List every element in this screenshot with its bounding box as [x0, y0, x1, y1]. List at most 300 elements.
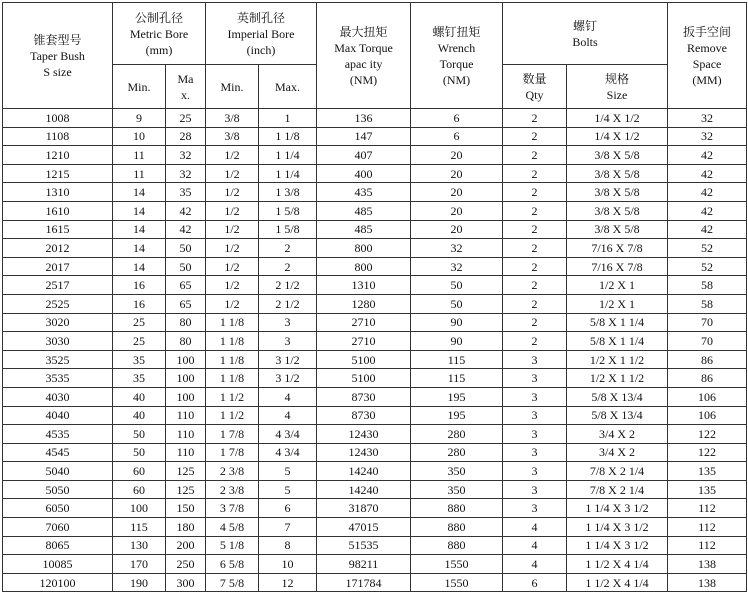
cell-imperial-max: 12	[259, 573, 317, 592]
cell-imperial-min: 1 1/8	[206, 313, 259, 332]
cell-bolts-qty: 4	[503, 536, 567, 555]
cell-metric-min: 35	[113, 369, 166, 388]
cell-bolts-qty: 2	[503, 257, 567, 276]
cell-bolts-size: 3/4 X 2	[567, 443, 668, 462]
cell-wrench-torque: 6	[411, 109, 503, 128]
cell-imperial-max: 4 3/4	[259, 443, 317, 462]
cell-wrench-torque: 90	[411, 313, 503, 332]
cell-wrench-torque: 880	[411, 499, 503, 518]
cell-metric-min: 40	[113, 387, 166, 406]
cell-remove-space: 112	[668, 499, 747, 518]
cell-imperial-max: 1 5/8	[259, 201, 317, 220]
table-row	[3, 332, 747, 351]
cell-metric-min: 14	[113, 239, 166, 258]
table-row	[3, 555, 747, 574]
cell-metric-max: 150	[166, 499, 206, 518]
cell-bolts-size: 3/8 X 5/8	[567, 201, 668, 220]
cell-bolts-qty: 3	[503, 462, 567, 481]
cell-bolts-qty: 2	[503, 220, 567, 239]
cell-imperial-max: 1 1/4	[259, 146, 317, 165]
cell-metric-min: 14	[113, 183, 166, 202]
header-imperial-min: Min.	[206, 65, 259, 109]
cell-metric-max: 65	[166, 276, 206, 295]
table-row	[3, 406, 747, 425]
cell-bolts-qty: 3	[503, 499, 567, 518]
cell-bolts-qty: 3	[503, 425, 567, 444]
cell-remove-space: 106	[668, 406, 747, 425]
cell-remove-space: 52	[668, 239, 747, 258]
cell-wrench-torque: 350	[411, 462, 503, 481]
cell-imperial-max: 1 5/8	[259, 220, 317, 239]
cell-remove-space: 42	[668, 201, 747, 220]
cell-max-torque: 12430	[317, 443, 411, 462]
cell-bolts-qty: 6	[503, 573, 567, 592]
cell-wrench-torque: 115	[411, 350, 503, 369]
cell-metric-max: 25	[166, 109, 206, 128]
cell-max-torque: 800	[317, 239, 411, 258]
cell-max-torque: 2710	[317, 332, 411, 351]
cell-metric-max: 32	[166, 164, 206, 183]
cell-max-torque: 485	[317, 220, 411, 239]
cell-remove-space: 106	[668, 387, 747, 406]
cell-max-torque: 5100	[317, 350, 411, 369]
cell-bolts-qty: 2	[503, 127, 567, 146]
cell-metric-min: 10	[113, 127, 166, 146]
cell-metric-min: 16	[113, 294, 166, 313]
cell-remove-space: 122	[668, 425, 747, 444]
cell-imperial-max: 10	[259, 555, 317, 574]
cell-size: 1610	[3, 201, 113, 220]
cell-size: 1008	[3, 109, 113, 128]
cell-bolts-size: 1/2 X 1 1/2	[567, 369, 668, 388]
table-row	[3, 499, 747, 518]
cell-size: 1210	[3, 146, 113, 165]
cell-imperial-max: 2	[259, 239, 317, 258]
cell-remove-space: 58	[668, 294, 747, 313]
cell-max-torque: 8730	[317, 387, 411, 406]
cell-wrench-torque: 195	[411, 406, 503, 425]
cell-max-torque: 98211	[317, 555, 411, 574]
cell-imperial-min: 5 1/8	[206, 536, 259, 555]
cell-bolts-size: 1/4 X 1/2	[567, 109, 668, 128]
cell-bolts-qty: 2	[503, 294, 567, 313]
cell-metric-max: 125	[166, 462, 206, 481]
cell-bolts-qty: 3	[503, 443, 567, 462]
cell-metric-max: 300	[166, 573, 206, 592]
cell-bolts-size: 3/8 X 5/8	[567, 146, 668, 165]
cell-size: 10085	[3, 555, 113, 574]
cell-remove-space: 135	[668, 462, 747, 481]
cell-max-torque: 47015	[317, 518, 411, 537]
cell-imperial-max: 1 1/8	[259, 127, 317, 146]
cell-imperial-min: 1/2	[206, 257, 259, 276]
cell-imperial-min: 1/2	[206, 146, 259, 165]
cell-remove-space: 135	[668, 480, 747, 499]
cell-wrench-torque: 880	[411, 518, 503, 537]
cell-bolts-size: 7/16 X 7/8	[567, 239, 668, 258]
table-row	[3, 480, 747, 499]
cell-imperial-min: 1 1/2	[206, 406, 259, 425]
table-row	[3, 109, 747, 128]
cell-max-torque: 435	[317, 183, 411, 202]
cell-imperial-min: 4 5/8	[206, 518, 259, 537]
cell-imperial-min: 1/2	[206, 239, 259, 258]
header-bolts: 螺钉 Bolts	[503, 3, 668, 65]
cell-remove-space: 42	[668, 183, 747, 202]
cell-bolts-qty: 2	[503, 239, 567, 258]
cell-metric-max: 80	[166, 313, 206, 332]
cell-size: 4535	[3, 425, 113, 444]
cell-imperial-max: 1 1/4	[259, 164, 317, 183]
cell-max-torque: 14240	[317, 462, 411, 481]
header-bolts-qty: 数量 Qty	[503, 65, 567, 109]
table-row	[3, 127, 747, 146]
cell-metric-min: 50	[113, 443, 166, 462]
cell-bolts-size: 7/8 X 2 1/4	[567, 480, 668, 499]
table-row	[3, 239, 747, 258]
cell-wrench-torque: 1550	[411, 555, 503, 574]
cell-bolts-size: 7/8 X 2 1/4	[567, 462, 668, 481]
cell-size: 1615	[3, 220, 113, 239]
cell-imperial-max: 1	[259, 109, 317, 128]
cell-imperial-min: 1 1/8	[206, 350, 259, 369]
cell-imperial-min: 1 7/8	[206, 425, 259, 444]
cell-wrench-torque: 20	[411, 146, 503, 165]
cell-remove-space: 42	[668, 220, 747, 239]
cell-imperial-max: 6	[259, 499, 317, 518]
table-row	[3, 313, 747, 332]
cell-remove-space: 138	[668, 555, 747, 574]
cell-size: 8065	[3, 536, 113, 555]
cell-bolts-size: 1/2 X 1	[567, 294, 668, 313]
cell-bolts-qty: 2	[503, 164, 567, 183]
cell-remove-space: 52	[668, 257, 747, 276]
cell-bolts-size: 7/16 X 7/8	[567, 257, 668, 276]
cell-bolts-size: 1 1/4 X 3 1/2	[567, 518, 668, 537]
cell-bolts-size: 1 1/4 X 3 1/2	[567, 536, 668, 555]
cell-bolts-size: 1/4 X 1/2	[567, 127, 668, 146]
cell-metric-max: 50	[166, 257, 206, 276]
cell-remove-space: 32	[668, 109, 747, 128]
cell-remove-space: 58	[668, 276, 747, 295]
cell-size: 1108	[3, 127, 113, 146]
cell-remove-space: 32	[668, 127, 747, 146]
header-imperial-max: Max.	[259, 65, 317, 109]
cell-imperial-max: 8	[259, 536, 317, 555]
cell-metric-min: 25	[113, 313, 166, 332]
cell-wrench-torque: 280	[411, 443, 503, 462]
cell-max-torque: 5100	[317, 369, 411, 388]
cell-bolts-size: 5/8 X 1 1/4	[567, 332, 668, 351]
cell-metric-min: 9	[113, 109, 166, 128]
cell-size: 2517	[3, 276, 113, 295]
cell-metric-max: 100	[166, 350, 206, 369]
cell-metric-min: 40	[113, 406, 166, 425]
cell-bolts-qty: 3	[503, 369, 567, 388]
cell-size: 3030	[3, 332, 113, 351]
cell-imperial-max: 1 3/8	[259, 183, 317, 202]
cell-metric-max: 100	[166, 387, 206, 406]
cell-wrench-torque: 115	[411, 369, 503, 388]
table-row	[3, 183, 747, 202]
cell-remove-space: 112	[668, 518, 747, 537]
cell-max-torque: 14240	[317, 480, 411, 499]
cell-imperial-min: 1/2	[206, 294, 259, 313]
cell-bolts-qty: 2	[503, 201, 567, 220]
cell-imperial-max: 2	[259, 257, 317, 276]
cell-metric-max: 125	[166, 480, 206, 499]
cell-size: 2012	[3, 239, 113, 258]
cell-metric-max: 28	[166, 127, 206, 146]
cell-max-torque: 800	[317, 257, 411, 276]
table-row	[3, 462, 747, 481]
table-row	[3, 425, 747, 444]
cell-size: 120100	[3, 573, 113, 592]
table-row	[3, 146, 747, 165]
cell-size: 4545	[3, 443, 113, 462]
cell-imperial-min: 1 1/8	[206, 369, 259, 388]
table-row	[3, 536, 747, 555]
cell-imperial-max: 4 3/4	[259, 425, 317, 444]
cell-size: 5040	[3, 462, 113, 481]
cell-bolts-size: 3/8 X 5/8	[567, 164, 668, 183]
cell-remove-space: 42	[668, 146, 747, 165]
cell-max-torque: 8730	[317, 406, 411, 425]
cell-metric-min: 14	[113, 220, 166, 239]
cell-wrench-torque: 32	[411, 239, 503, 258]
cell-bolts-qty: 4	[503, 555, 567, 574]
cell-imperial-min: 2 3/8	[206, 462, 259, 481]
cell-imperial-max: 4	[259, 406, 317, 425]
cell-wrench-torque: 6	[411, 127, 503, 146]
cell-max-torque: 51535	[317, 536, 411, 555]
cell-wrench-torque: 20	[411, 183, 503, 202]
cell-metric-min: 130	[113, 536, 166, 555]
cell-imperial-min: 1 1/8	[206, 332, 259, 351]
cell-max-torque: 136	[317, 109, 411, 128]
cell-max-torque: 12430	[317, 425, 411, 444]
cell-metric-min: 190	[113, 573, 166, 592]
cell-wrench-torque: 280	[411, 425, 503, 444]
cell-metric-max: 110	[166, 443, 206, 462]
cell-metric-max: 250	[166, 555, 206, 574]
cell-size: 3020	[3, 313, 113, 332]
cell-imperial-min: 1 7/8	[206, 443, 259, 462]
cell-size: 4040	[3, 406, 113, 425]
cell-wrench-torque: 20	[411, 201, 503, 220]
header-imperial-bore: 英制孔径 Imperial Bore (inch)	[206, 3, 317, 65]
cell-imperial-min: 1/2	[206, 201, 259, 220]
header-taper-bush-size: 锥套型号 Taper Bush S size	[3, 3, 113, 109]
cell-max-torque: 1280	[317, 294, 411, 313]
cell-imperial-max: 5	[259, 480, 317, 499]
cell-max-torque: 2710	[317, 313, 411, 332]
header-wrench-torque: 螺钉扭矩 Wrench Torque (NM)	[411, 3, 503, 109]
cell-bolts-qty: 4	[503, 518, 567, 537]
cell-imperial-min: 7 5/8	[206, 573, 259, 592]
cell-remove-space: 70	[668, 313, 747, 332]
table-row	[3, 220, 747, 239]
table-row	[3, 276, 747, 295]
cell-remove-space: 70	[668, 332, 747, 351]
cell-metric-max: 100	[166, 369, 206, 388]
cell-metric-max: 35	[166, 183, 206, 202]
cell-imperial-min: 1/2	[206, 164, 259, 183]
cell-metric-min: 170	[113, 555, 166, 574]
cell-metric-min: 115	[113, 518, 166, 537]
cell-wrench-torque: 880	[411, 536, 503, 555]
cell-imperial-max: 3 1/2	[259, 350, 317, 369]
cell-bolts-qty: 2	[503, 276, 567, 295]
cell-metric-max: 200	[166, 536, 206, 555]
table-row	[3, 350, 747, 369]
cell-remove-space: 112	[668, 536, 747, 555]
cell-wrench-torque: 90	[411, 332, 503, 351]
header-metric-max: Ma x.	[166, 65, 206, 109]
cell-bolts-qty: 3	[503, 406, 567, 425]
cell-metric-max: 42	[166, 220, 206, 239]
cell-bolts-qty: 2	[503, 109, 567, 128]
cell-imperial-max: 3	[259, 313, 317, 332]
cell-imperial-min: 3/8	[206, 109, 259, 128]
cell-bolts-qty: 3	[503, 387, 567, 406]
cell-bolts-qty: 2	[503, 313, 567, 332]
cell-imperial-max: 3 1/2	[259, 369, 317, 388]
cell-max-torque: 407	[317, 146, 411, 165]
cell-size: 7060	[3, 518, 113, 537]
cell-bolts-qty: 2	[503, 332, 567, 351]
cell-imperial-min: 2 3/8	[206, 480, 259, 499]
header-max-torque: 最大扭矩 Max Torque apac ity (NM)	[317, 3, 411, 109]
table-row	[3, 573, 747, 592]
cell-metric-min: 60	[113, 462, 166, 481]
cell-max-torque: 31870	[317, 499, 411, 518]
cell-size: 1310	[3, 183, 113, 202]
table-row	[3, 387, 747, 406]
cell-bolts-qty: 3	[503, 350, 567, 369]
cell-max-torque: 147	[317, 127, 411, 146]
cell-bolts-size: 5/8 X 13/4	[567, 406, 668, 425]
cell-metric-max: 42	[166, 201, 206, 220]
cell-bolts-size: 3/8 X 5/8	[567, 183, 668, 202]
cell-size: 1215	[3, 164, 113, 183]
header-bolts-size: 规格 Size	[567, 65, 668, 109]
table-row	[3, 443, 747, 462]
header-remove-space: 扳手空间 Remove Space (MM)	[668, 3, 747, 109]
cell-imperial-min: 3 7/8	[206, 499, 259, 518]
cell-size: 6050	[3, 499, 113, 518]
cell-remove-space: 86	[668, 350, 747, 369]
cell-imperial-max: 2 1/2	[259, 276, 317, 295]
cell-metric-min: 60	[113, 480, 166, 499]
cell-metric-max: 50	[166, 239, 206, 258]
cell-imperial-min: 1/2	[206, 220, 259, 239]
cell-max-torque: 485	[317, 201, 411, 220]
table-row	[3, 369, 747, 388]
cell-bolts-size: 1 1/2 X 4 1/4	[567, 555, 668, 574]
cell-wrench-torque: 1550	[411, 573, 503, 592]
cell-bolts-size: 1/2 X 1	[567, 276, 668, 295]
cell-imperial-min: 1/2	[206, 276, 259, 295]
cell-bolts-size: 5/8 X 13/4	[567, 387, 668, 406]
table-row	[3, 518, 747, 537]
cell-bolts-qty: 2	[503, 146, 567, 165]
table-row	[3, 294, 747, 313]
cell-metric-max: 80	[166, 332, 206, 351]
cell-remove-space: 42	[668, 164, 747, 183]
cell-max-torque: 171784	[317, 573, 411, 592]
cell-metric-min: 16	[113, 276, 166, 295]
cell-imperial-min: 3/8	[206, 127, 259, 146]
cell-metric-min: 14	[113, 257, 166, 276]
cell-size: 4030	[3, 387, 113, 406]
cell-metric-max: 110	[166, 425, 206, 444]
table-row	[3, 164, 747, 183]
cell-wrench-torque: 32	[411, 257, 503, 276]
taper-bush-spec-table	[2, 2, 747, 592]
cell-max-torque: 1310	[317, 276, 411, 295]
cell-wrench-torque: 50	[411, 276, 503, 295]
cell-wrench-torque: 20	[411, 220, 503, 239]
cell-size: 2525	[3, 294, 113, 313]
cell-bolts-size: 5/8 X 1 1/4	[567, 313, 668, 332]
cell-remove-space: 138	[668, 573, 747, 592]
table-row	[3, 257, 747, 276]
cell-bolts-size: 3/4 X 2	[567, 425, 668, 444]
cell-bolts-qty: 2	[503, 183, 567, 202]
cell-size: 2017	[3, 257, 113, 276]
cell-metric-min: 100	[113, 499, 166, 518]
header-metric-bore: 公制孔径 Metric Bore (mm)	[113, 3, 206, 65]
cell-imperial-max: 3	[259, 332, 317, 351]
cell-bolts-size: 3/8 X 5/8	[567, 220, 668, 239]
cell-wrench-torque: 195	[411, 387, 503, 406]
cell-imperial-min: 6 5/8	[206, 555, 259, 574]
cell-metric-min: 11	[113, 146, 166, 165]
cell-bolts-qty: 3	[503, 480, 567, 499]
table-body	[3, 109, 747, 592]
cell-size: 5050	[3, 480, 113, 499]
cell-metric-max: 110	[166, 406, 206, 425]
cell-remove-space: 86	[668, 369, 747, 388]
cell-bolts-size: 1/2 X 1 1/2	[567, 350, 668, 369]
cell-size: 3535	[3, 369, 113, 388]
cell-imperial-max: 2 1/2	[259, 294, 317, 313]
cell-metric-min: 25	[113, 332, 166, 351]
cell-metric-max: 32	[166, 146, 206, 165]
cell-metric-max: 65	[166, 294, 206, 313]
cell-imperial-min: 1 1/2	[206, 387, 259, 406]
cell-max-torque: 400	[317, 164, 411, 183]
cell-bolts-size: 1 1/4 X 3 1/2	[567, 499, 668, 518]
cell-metric-max: 180	[166, 518, 206, 537]
cell-remove-space: 122	[668, 443, 747, 462]
header-metric-min: Min.	[113, 65, 166, 109]
cell-imperial-max: 5	[259, 462, 317, 481]
cell-metric-min: 11	[113, 164, 166, 183]
cell-imperial-max: 4	[259, 387, 317, 406]
table-row	[3, 201, 747, 220]
cell-wrench-torque: 50	[411, 294, 503, 313]
cell-imperial-min: 1/2	[206, 183, 259, 202]
cell-metric-min: 50	[113, 425, 166, 444]
cell-wrench-torque: 350	[411, 480, 503, 499]
cell-imperial-max: 7	[259, 518, 317, 537]
cell-bolts-size: 1 1/2 X 4 1/4	[567, 573, 668, 592]
cell-size: 3525	[3, 350, 113, 369]
cell-metric-min: 14	[113, 201, 166, 220]
cell-wrench-torque: 20	[411, 164, 503, 183]
